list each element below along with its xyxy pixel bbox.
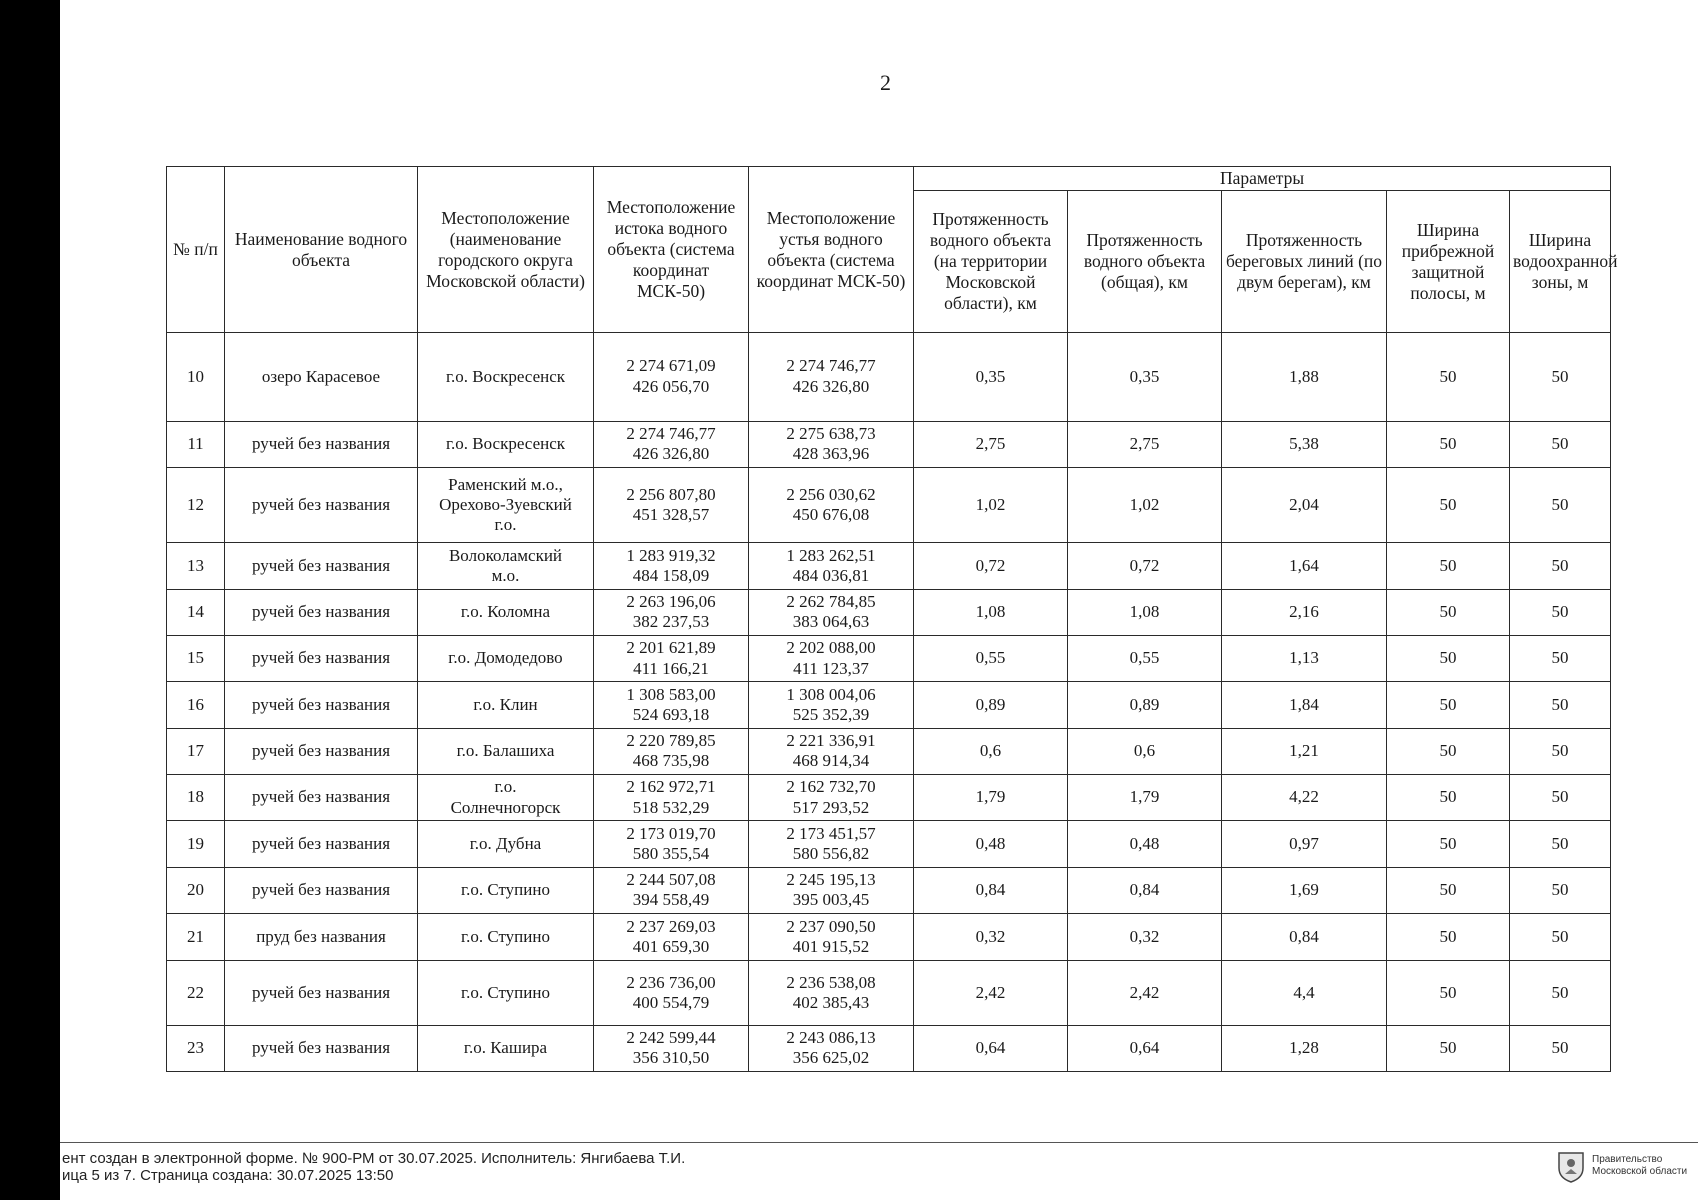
cell-location: г.о. Воскресенск (418, 421, 594, 467)
cell-zone: 50 (1510, 1025, 1611, 1071)
cell-mouth: 2 274 746,77 426 326,80 (749, 333, 914, 422)
cell-strip: 50 (1387, 1025, 1510, 1071)
cell-length-mo: 1,79 (914, 774, 1068, 820)
cell-length-total: 0,84 (1068, 867, 1222, 913)
table-row (167, 961, 1611, 1025)
cell-strip: 50 (1387, 682, 1510, 728)
cell-name: ручей без названия (225, 589, 418, 635)
cell-shore: 1,64 (1222, 543, 1387, 589)
cell-strip: 50 (1387, 774, 1510, 820)
government-name (1592, 1154, 1687, 1178)
cell-shore: 4,4 (1222, 961, 1387, 1025)
cell-zone: 50 (1510, 728, 1611, 774)
cell-num: 12 (167, 467, 225, 543)
cell-length-total: 2,42 (1068, 961, 1222, 1025)
cell-zone: 50 (1510, 333, 1611, 422)
cell-strip: 50 (1387, 421, 1510, 467)
cell-strip: 50 (1387, 867, 1510, 913)
cell-location: г.о. Солнечногорск (418, 774, 594, 820)
cell-mouth: 2 245 195,13 395 003,45 (749, 867, 914, 913)
cell-name: ручей без названия (225, 682, 418, 728)
table-row (167, 1025, 1611, 1071)
header-num: № п/п (167, 167, 225, 333)
cell-strip: 50 (1387, 913, 1510, 960)
cell-num: 15 (167, 636, 225, 682)
cell-source: 2 162 972,71 518 532,29 (594, 774, 749, 820)
cell-source: 2 173 019,70 580 355,54 (594, 821, 749, 867)
header-name: Наименование водного объекта (225, 167, 418, 333)
cell-length-mo: 0,35 (914, 333, 1068, 422)
cell-mouth: 2 256 030,62 450 676,08 (749, 467, 914, 543)
table-row (167, 543, 1611, 589)
cell-zone: 50 (1510, 961, 1611, 1025)
cell-mouth: 2 221 336,91 468 914,34 (749, 728, 914, 774)
cell-length-total: 1,02 (1068, 467, 1222, 543)
cell-name: ручей без названия (225, 543, 418, 589)
cell-num: 13 (167, 543, 225, 589)
water-objects-table (166, 166, 1618, 1072)
cell-length-mo: 2,75 (914, 421, 1068, 467)
cell-shore: 2,16 (1222, 589, 1387, 635)
cell-mouth: 2 243 086,13 356 625,02 (749, 1025, 914, 1071)
cell-source: 2 236 736,00 400 554,79 (594, 961, 749, 1025)
cell-shore: 0,84 (1222, 913, 1387, 960)
cell-mouth: 2 236 538,08 402 385,43 (749, 961, 914, 1025)
cell-shore: 1,88 (1222, 333, 1387, 422)
cell-mouth: 2 173 451,57 580 556,82 (749, 821, 914, 867)
cell-length-total: 0,55 (1068, 636, 1222, 682)
cell-name: пруд без названия (225, 913, 418, 960)
cell-mouth: 2 237 090,50 401 915,52 (749, 913, 914, 960)
cell-zone: 50 (1510, 867, 1611, 913)
cell-location: Волоколамский м.о. (418, 543, 594, 589)
table-header (167, 167, 1618, 333)
cell-length-total: 0,89 (1068, 682, 1222, 728)
cell-strip: 50 (1387, 728, 1510, 774)
table-row (167, 333, 1611, 422)
cell-shore: 1,13 (1222, 636, 1387, 682)
cell-mouth: 2 162 732,70 517 293,52 (749, 774, 914, 820)
cell-strip: 50 (1387, 333, 1510, 422)
header-coastal-strip: Ширина прибрежной защитной полосы, м (1387, 191, 1510, 333)
page-number: 2 (880, 70, 891, 95)
header-params: Параметры (914, 167, 1611, 191)
table-row (167, 682, 1611, 728)
cell-zone: 50 (1510, 682, 1611, 728)
cell-length-mo: 0,64 (914, 1025, 1068, 1071)
cell-source: 1 308 583,00 524 693,18 (594, 682, 749, 728)
cell-mouth: 2 275 638,73 428 363,96 (749, 421, 914, 467)
table-row (167, 867, 1611, 913)
header-mouth: Местоположение устья водного объекта (система координат МСК-50) (749, 167, 914, 333)
cell-length-mo: 0,32 (914, 913, 1068, 960)
cell-length-mo: 0,55 (914, 636, 1068, 682)
cell-source: 2 256 807,80 451 328,57 (594, 467, 749, 543)
cell-length-mo: 1,02 (914, 467, 1068, 543)
cell-strip: 50 (1387, 543, 1510, 589)
cell-zone: 50 (1510, 821, 1611, 867)
cell-source: 2 274 746,77 426 326,80 (594, 421, 749, 467)
cell-mouth: 2 262 784,85 383 064,63 (749, 589, 914, 635)
cell-location: г.о. Кашира (418, 1025, 594, 1071)
cell-length-total: 0,32 (1068, 913, 1222, 960)
cell-strip: 50 (1387, 467, 1510, 543)
header-location: Местоположение (наименование городского округа Московской области) (418, 167, 594, 333)
header-length-mo: Протяженность водного объекта (на территории Московской области), км (914, 191, 1068, 333)
header-shore-length: Протяженность береговых линий (по двум берегам), км (1222, 191, 1387, 333)
cell-num: 23 (167, 1025, 225, 1071)
cell-source: 2 263 196,06 382 237,53 (594, 589, 749, 635)
footer-line-1: ент создан в электронной форме. № 900-РМ от 30.07.2025. Исполнитель: Янгибаева Т.И. (62, 1150, 686, 1167)
cell-name: ручей без названия (225, 728, 418, 774)
cell-length-mo: 0,6 (914, 728, 1068, 774)
cell-shore: 4,22 (1222, 774, 1387, 820)
cell-name: ручей без названия (225, 1025, 418, 1071)
table-body (167, 333, 1611, 1072)
cell-num: 18 (167, 774, 225, 820)
coat-of-arms-icon (1556, 1150, 1586, 1184)
cell-location: г.о. Балашиха (418, 728, 594, 774)
cell-zone: 50 (1510, 467, 1611, 543)
cell-length-total: 1,79 (1068, 774, 1222, 820)
header-water-zone: Ширина водоохранной зоны, м (1510, 191, 1611, 333)
cell-num: 16 (167, 682, 225, 728)
cell-strip: 50 (1387, 589, 1510, 635)
government-logo (1556, 1150, 1692, 1186)
cell-source: 2 244 507,08 394 558,49 (594, 867, 749, 913)
cell-num: 17 (167, 728, 225, 774)
cell-location: г.о. Ступино (418, 961, 594, 1025)
cell-location: г.о. Клин (418, 682, 594, 728)
cell-strip: 50 (1387, 821, 1510, 867)
cell-location: г.о. Ступино (418, 867, 594, 913)
cell-name: ручей без названия (225, 467, 418, 543)
cell-shore: 1,28 (1222, 1025, 1387, 1071)
cell-num: 11 (167, 421, 225, 467)
cell-zone: 50 (1510, 589, 1611, 635)
cell-length-total: 0,35 (1068, 333, 1222, 422)
cell-name: озеро Карасевое (225, 333, 418, 422)
cell-location: г.о. Домодедово (418, 636, 594, 682)
cell-shore: 0,97 (1222, 821, 1387, 867)
cell-num: 14 (167, 589, 225, 635)
cell-zone: 50 (1510, 774, 1611, 820)
cell-length-mo: 0,89 (914, 682, 1068, 728)
table-row (167, 636, 1611, 682)
cell-strip: 50 (1387, 961, 1510, 1025)
logo-line-2: Московской области (1592, 1166, 1688, 1177)
cell-source: 2 237 269,03 401 659,30 (594, 913, 749, 960)
cell-num: 10 (167, 333, 225, 422)
cell-shore: 2,04 (1222, 467, 1387, 543)
logo-line-1: Правительство (1592, 1154, 1663, 1165)
cell-source: 2 274 671,09 426 056,70 (594, 333, 749, 422)
cell-zone: 50 (1510, 913, 1611, 960)
cell-source: 2 242 599,44 356 310,50 (594, 1025, 749, 1071)
cell-length-mo: 1,08 (914, 589, 1068, 635)
cell-name: ручей без названия (225, 421, 418, 467)
cell-name: ручей без названия (225, 636, 418, 682)
header-length-total: Протяженность водного объекта (общая), км (1068, 191, 1222, 333)
cell-num: 21 (167, 913, 225, 960)
cell-zone: 50 (1510, 636, 1611, 682)
table-row (167, 913, 1611, 960)
cell-shore: 5,38 (1222, 421, 1387, 467)
cell-shore: 1,84 (1222, 682, 1387, 728)
cell-length-total: 0,6 (1068, 728, 1222, 774)
cell-num: 19 (167, 821, 225, 867)
cell-mouth: 2 202 088,00 411 123,37 (749, 636, 914, 682)
table-row (167, 421, 1611, 467)
table-row (167, 467, 1611, 543)
cell-zone: 50 (1510, 421, 1611, 467)
cell-zone: 50 (1510, 543, 1611, 589)
cell-num: 22 (167, 961, 225, 1025)
cell-location: г.о. Воскресенск (418, 333, 594, 422)
table-row (167, 728, 1611, 774)
cell-name: ручей без названия (225, 867, 418, 913)
footer-line-2: ица 5 из 7. Страница создана: 30.07.2025 13:50 (62, 1167, 394, 1184)
table-row (167, 821, 1611, 867)
cell-name: ручей без названия (225, 961, 418, 1025)
cell-name: ручей без названия (225, 821, 418, 867)
cell-length-mo: 0,48 (914, 821, 1068, 867)
cell-strip: 50 (1387, 636, 1510, 682)
cell-length-total: 0,48 (1068, 821, 1222, 867)
cell-name: ручей без названия (225, 774, 418, 820)
cell-length-mo: 0,72 (914, 543, 1068, 589)
cell-shore: 1,69 (1222, 867, 1387, 913)
cell-num: 20 (167, 867, 225, 913)
cell-length-total: 0,64 (1068, 1025, 1222, 1071)
table-row (167, 774, 1611, 820)
cell-length-total: 0,72 (1068, 543, 1222, 589)
cell-location: г.о. Ступино (418, 913, 594, 960)
footer-divider (60, 1142, 1698, 1143)
cell-mouth: 1 283 262,51 484 036,81 (749, 543, 914, 589)
cell-mouth: 1 308 004,06 525 352,39 (749, 682, 914, 728)
cell-location: г.о. Дубна (418, 821, 594, 867)
footer-info (62, 1150, 685, 1184)
cell-shore: 1,21 (1222, 728, 1387, 774)
cell-source: 2 201 621,89 411 166,21 (594, 636, 749, 682)
header-source: Местоположение истока водного объекта (система координат МСК-50) (594, 167, 749, 333)
cell-length-mo: 2,42 (914, 961, 1068, 1025)
cell-length-total: 2,75 (1068, 421, 1222, 467)
cell-location: г.о. Коломна (418, 589, 594, 635)
cell-length-total: 1,08 (1068, 589, 1222, 635)
cell-source: 1 283 919,32 484 158,09 (594, 543, 749, 589)
table-row (167, 589, 1611, 635)
cell-source: 2 220 789,85 468 735,98 (594, 728, 749, 774)
cell-location: Раменский м.о., Орехово-Зуевский г.о. (418, 467, 594, 543)
cell-length-mo: 0,84 (914, 867, 1068, 913)
scan-black-edge (0, 0, 60, 1200)
